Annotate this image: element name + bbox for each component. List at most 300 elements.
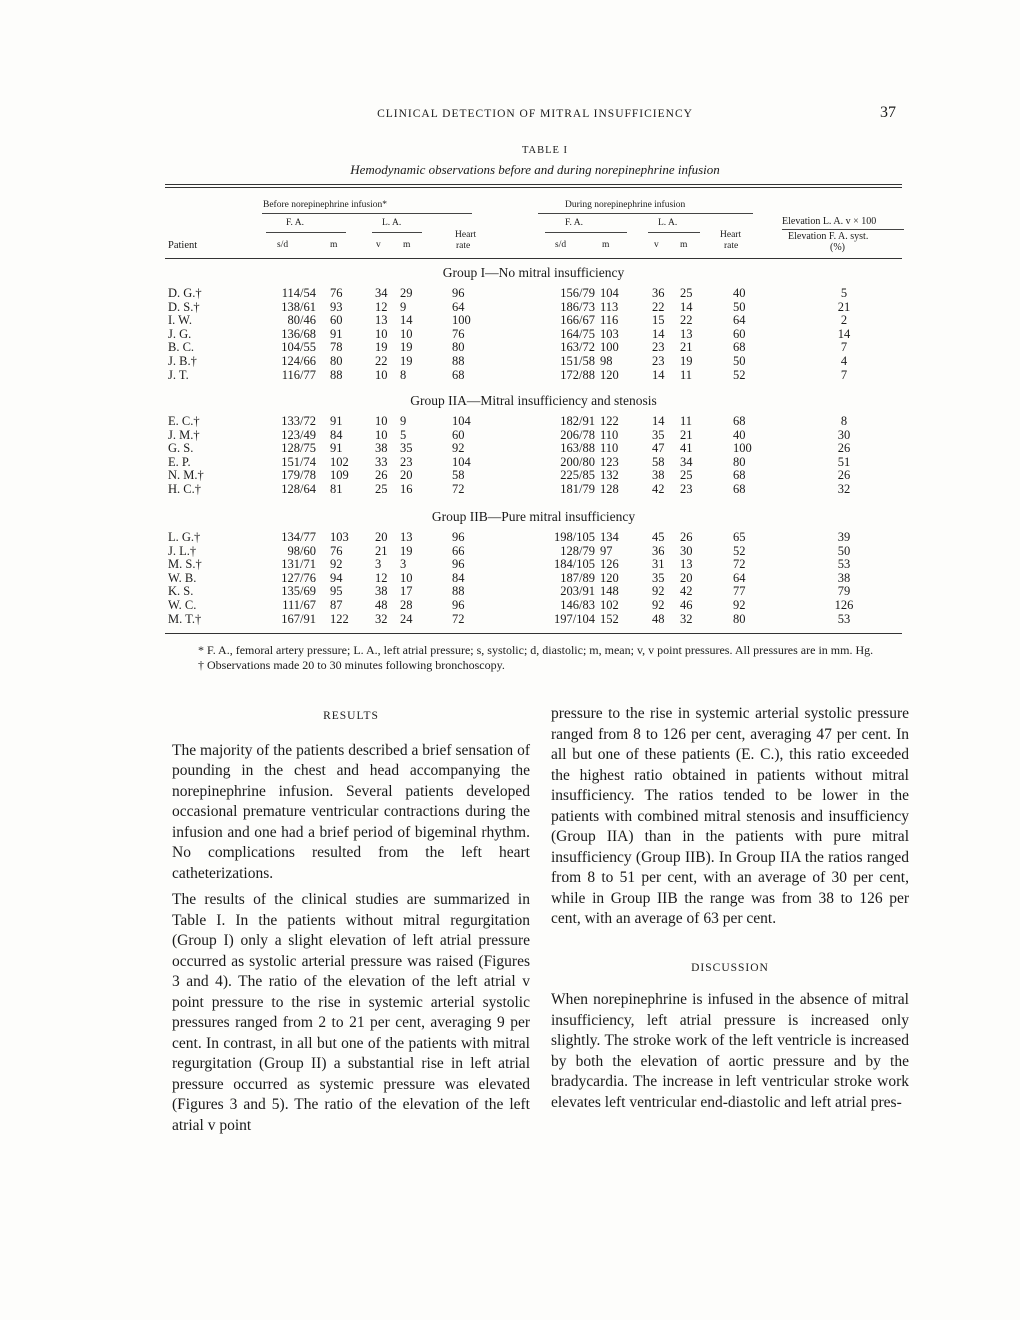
spanner-fa-before	[266, 232, 346, 233]
cell-fa-m-before: 84	[330, 427, 343, 442]
cell-heart-rate-during: 68	[733, 340, 746, 355]
cell-la-v-before: 33	[375, 454, 388, 469]
table-row	[0, 327, 1020, 341]
cell-heart-rate-during: 40	[733, 286, 746, 300]
cell-heart-rate-before: 64	[452, 299, 465, 314]
cell-fa-m-before: 103	[330, 530, 349, 544]
cell-la-v-during: 23	[652, 354, 665, 368]
cell-la-v-before: 25	[375, 482, 388, 496]
cell-la-v-before: 20	[375, 530, 388, 544]
cell-la-v-during: 42	[652, 482, 665, 496]
cell-la-m-during: 13	[680, 557, 693, 572]
cell-heart-rate-during: 68	[733, 414, 746, 428]
cell-fa-m-during: 126	[600, 557, 619, 572]
cell-patient: D. G.†	[168, 286, 202, 300]
cell-patient: M. T.†	[168, 611, 202, 626]
cell-heart-rate-before: 104	[452, 454, 471, 469]
cell-la-v-during: 92	[652, 584, 665, 599]
cell-heart-rate-during: 64	[733, 570, 746, 585]
footnote-abbreviations: * F. A., femoral artery pressure; L. A., left atrial pressure; s, systolic; d, diastolic; m, mean; v, v point pressures. All pressures are in mm. Hg.	[198, 643, 874, 657]
cell-fa-m-before: 102	[330, 454, 349, 469]
cell-fa-m-during: 152	[600, 611, 619, 626]
table-label: TABLE I	[521, 145, 569, 156]
cell-la-m-before: 10	[400, 570, 413, 585]
cell-patient: G. S.	[168, 441, 194, 456]
table-row	[0, 482, 1020, 496]
results-heading: RESULTS	[323, 710, 379, 722]
cell-fa-m-during: 98	[600, 354, 613, 368]
cell-la-v-during: 23	[652, 340, 665, 355]
cell-la-m-during: 22	[680, 313, 693, 328]
cell-fa-sd-before: 179/78	[281, 468, 316, 483]
cell-fa-m-before: 91	[330, 441, 343, 456]
cell-fa-sd-before: 131/71	[281, 557, 316, 572]
header-hr2-before: rate	[456, 241, 471, 251]
cell-fa-sd-during: 198/105	[554, 530, 595, 544]
cell-elevation-ratio: 4	[840, 354, 848, 368]
cell-fa-m-during: 102	[600, 598, 619, 612]
cell-fa-m-before: 94	[330, 570, 343, 585]
cell-fa-sd-before: 135/69	[281, 584, 316, 599]
cell-patient: W. C.	[168, 598, 197, 612]
cell-patient: E. P.	[168, 454, 191, 469]
cell-heart-rate-during: 68	[733, 482, 746, 496]
cell-la-m-before: 9	[400, 299, 407, 314]
cell-elevation-ratio: 126	[834, 598, 854, 612]
cell-la-m-before: 14	[400, 313, 413, 328]
cell-fa-sd-before: 111/67	[282, 598, 316, 612]
cell-la-m-before: 3	[400, 557, 407, 572]
cell-la-m-during: 34	[680, 454, 693, 469]
right-column	[551, 704, 909, 1113]
cell-fa-m-during: 122	[600, 414, 619, 428]
cell-fa-m-during: 120	[600, 570, 619, 585]
cell-fa-m-before: 78	[330, 340, 343, 355]
cell-heart-rate-during: 100	[733, 441, 752, 456]
header-m-la-before: m	[403, 240, 411, 250]
cell-elevation-ratio: 53	[837, 611, 851, 626]
table-row	[0, 468, 1020, 482]
cell-la-m-before: 19	[400, 340, 413, 355]
cell-patient: J. M.†	[168, 427, 200, 442]
results-paragraph-1: The majority of the patients described a brief sensation of pounding in the chest and head accompanying the norepinephrine infusion. Several patients developed occasional premature ventricular contractions during the infusion and one had a brief period of bigeminal rhythm. No complications resulted from the left heart catheterizations.	[172, 741, 530, 882]
table-row	[0, 354, 1020, 368]
spanner-la-during	[648, 232, 700, 233]
cell-la-m-before: 16	[400, 482, 413, 496]
cell-elevation-ratio: 32	[837, 482, 851, 496]
cell-la-v-before: 3	[375, 557, 382, 572]
cell-la-m-during: 21	[680, 340, 693, 355]
cell-fa-sd-before: 151/74	[281, 454, 316, 469]
cell-la-v-before: 38	[375, 584, 388, 599]
discussion-heading: DISCUSSION	[691, 961, 769, 974]
cell-fa-sd-during: 187/89	[560, 570, 595, 585]
cell-la-v-during: 14	[652, 414, 665, 428]
results-paragraph-3: pressure to the rise in systemic arterial systolic pressure ranged from 8 to 126 per cent, averaging 47 per cent. In all but one of these patients (E. C.), this ratio exceeded the highest ratio obtained in patients without mitral insufficiency. The ratios tended to be lower in the patients with combined mitral stenosis and insufficiency (Group IIA) than in the patients with pure mitral insufficiency (Group IIB). In Group IIA the ratios ranged from 8 to 51 per cent, with an average of 30 per cent, while in Group IIB the range was from 38 to 126 per cent, with an average of 63 per cent.	[551, 705, 909, 927]
cell-patient: L. G.†	[168, 530, 201, 544]
cell-fa-m-before: 60	[330, 313, 343, 328]
cell-fa-m-before: 109	[330, 468, 349, 483]
table-top-rule-double	[165, 187, 902, 188]
cell-fa-sd-during: 200/80	[560, 454, 595, 469]
cell-fa-sd-before: 134/77	[281, 530, 316, 544]
cell-heart-rate-before: 72	[452, 482, 465, 496]
cell-fa-sd-before: 104/55	[281, 340, 316, 355]
table-top-rule	[165, 184, 902, 185]
cell-la-m-during: 25	[680, 468, 693, 483]
table-row	[0, 571, 1020, 585]
cell-elevation-ratio: 38	[837, 570, 851, 585]
spanner-la-before	[372, 232, 422, 233]
cell-heart-rate-before: 92	[452, 441, 465, 456]
cell-la-v-before: 12	[375, 570, 388, 585]
cell-la-v-before: 10	[375, 414, 388, 428]
cell-la-v-before: 32	[375, 611, 388, 626]
table-row	[0, 441, 1020, 455]
header-fa-before: F. A.	[286, 218, 304, 228]
cell-elevation-ratio: 53	[837, 557, 851, 572]
cell-heart-rate-before: 104	[452, 414, 471, 428]
cell-la-m-before: 35	[400, 441, 413, 456]
cell-elevation-ratio: 26	[837, 468, 851, 483]
cell-elevation-ratio: 5	[840, 286, 848, 300]
cell-elevation-ratio: 7	[840, 367, 848, 382]
header-elev-bottom: Elevation F. A. syst.	[788, 231, 869, 242]
cell-elevation-ratio: 26	[837, 441, 851, 456]
cell-fa-m-during: 116	[600, 313, 619, 328]
table-row	[0, 340, 1020, 354]
cell-la-m-during: 25	[680, 286, 693, 300]
cell-la-m-during: 13	[680, 326, 693, 341]
cell-fa-sd-during: 225/85	[560, 468, 595, 483]
cell-heart-rate-during: 80	[733, 454, 746, 469]
cell-la-v-during: 35	[652, 570, 665, 585]
cell-patient: E. C.†	[168, 414, 200, 428]
group-title: Group I—No mitral insufficiency	[442, 265, 625, 280]
cell-fa-sd-during: 182/91	[560, 414, 595, 428]
cell-patient: B. C.	[168, 340, 195, 355]
cell-la-m-during: 32	[680, 611, 693, 626]
cell-patient: J. L.†	[168, 543, 197, 558]
cell-la-v-during: 38	[652, 468, 665, 483]
cell-la-v-before: 26	[375, 468, 388, 483]
spanner-fa-during	[545, 232, 627, 233]
cell-la-v-during: 35	[652, 427, 665, 442]
cell-fa-sd-during: 186/73	[560, 299, 595, 314]
cell-heart-rate-before: 80	[452, 340, 465, 355]
cell-heart-rate-before: 66	[452, 543, 465, 558]
cell-la-v-during: 47	[652, 441, 665, 456]
cell-fa-m-before: 91	[330, 326, 343, 341]
cell-patient: J. T.	[168, 367, 189, 382]
cell-la-v-during: 36	[652, 543, 665, 558]
cell-la-v-before: 21	[375, 543, 388, 558]
cell-la-v-during: 36	[652, 286, 665, 300]
cell-fa-m-during: 97	[600, 543, 613, 558]
cell-fa-sd-during: 203/91	[560, 584, 595, 599]
table-row	[0, 544, 1020, 558]
cell-fa-m-during: 113	[600, 299, 619, 314]
cell-fa-sd-during: 206/78	[560, 427, 595, 442]
cell-la-m-during: 21	[680, 427, 693, 442]
table-row	[0, 368, 1020, 382]
cell-fa-m-during: 134	[600, 530, 619, 544]
cell-la-v-before: 13	[375, 313, 388, 328]
cell-elevation-ratio: 50	[837, 543, 851, 558]
header-fa-during: F. A.	[565, 218, 583, 228]
table-row	[0, 612, 1020, 626]
cell-la-m-during: 14	[680, 299, 693, 314]
cell-heart-rate-before: 88	[452, 354, 465, 368]
header-la-during: L. A.	[658, 218, 678, 228]
cell-heart-rate-before: 58	[452, 468, 465, 483]
cell-heart-rate-during: 77	[733, 584, 746, 599]
cell-fa-sd-before: 124/66	[281, 354, 316, 368]
cell-la-m-before: 10	[400, 326, 413, 341]
cell-heart-rate-before: 100	[452, 313, 471, 328]
cell-fa-sd-during: 146/83	[560, 598, 595, 612]
cell-fa-sd-before: 128/75	[281, 441, 316, 456]
cell-fa-m-during: 104	[600, 286, 619, 300]
cell-fa-m-before: 122	[330, 611, 349, 626]
cell-la-m-during: 46	[680, 598, 693, 612]
header-elev-top: Elevation L. A. v × 100	[782, 216, 877, 227]
table-row	[0, 414, 1020, 428]
results-paragraph-2: The results of the clinical studies are summarized in Table I. In the patients without mitral regurgitation (Group I) only a slight elevation of left atrial pressure occurred as systolic arterial pressure was raised (Figures 3 and 4). The ratio of the elevation of the left atrial v point pressure to the rise in systemic arterial systolic pressures ranged from 2 to 21 per cent, averaging 9 per cent. In contrast, in all but one of the patients with mitral regurgitation (Group II) a substantial rise in left atrial pressure occurred as systemic pressure was elevated (Figures 3 and 5). The ratio of the elevation of the left atrial v point	[172, 891, 530, 1134]
header-hr1-before: Heart	[455, 230, 477, 240]
header-elev-pct: (%)	[830, 242, 845, 253]
cell-heart-rate-during: 40	[733, 427, 746, 442]
cell-la-m-before: 9	[400, 414, 407, 428]
group-title: Group IIB—Pure mitral insufficiency	[431, 509, 636, 524]
cell-heart-rate-before: 96	[452, 530, 465, 544]
cell-fa-sd-before: 114/54	[281, 286, 316, 300]
cell-la-m-before: 13	[400, 530, 413, 544]
cell-heart-rate-before: 96	[452, 557, 465, 572]
header-v-before: v	[376, 240, 381, 250]
table-row	[0, 598, 1020, 612]
table-footnotes	[170, 643, 910, 673]
cell-la-v-during: 14	[652, 326, 665, 341]
cell-la-m-before: 19	[400, 543, 413, 558]
cell-heart-rate-during: 72	[733, 557, 746, 572]
cell-la-v-during: 58	[652, 454, 665, 469]
cell-heart-rate-during: 68	[733, 468, 746, 483]
cell-fa-m-before: 81	[330, 482, 343, 496]
cell-la-m-during: 30	[680, 543, 693, 558]
cell-fa-m-before: 76	[330, 286, 343, 300]
spanner-during	[538, 213, 753, 214]
cell-elevation-ratio: 7	[840, 340, 848, 355]
cell-heart-rate-before: 68	[452, 367, 465, 382]
discussion-paragraph-1: When norepinephrine is infused in the absence of mitral insufficiency, left atrial pressure is increased only slightly. The stroke work of the left ventricle is increased by both the elevation of aortic pressure and by the bradycardia. The increase in left ventricular stroke work elevates left ventricular end-diastolic and left atrial pres-	[551, 991, 909, 1111]
cell-la-m-before: 17	[400, 584, 413, 599]
cell-elevation-ratio: 30	[837, 427, 851, 442]
cell-fa-sd-before: 133/72	[281, 414, 316, 428]
cell-fa-m-before: 95	[330, 584, 343, 599]
cell-la-m-before: 28	[400, 598, 413, 612]
cell-fa-sd-during: 128/79	[560, 543, 595, 558]
cell-heart-rate-during: 65	[733, 530, 746, 544]
header-hr2-during: rate	[724, 241, 739, 251]
elev-fraction-bar	[782, 229, 904, 230]
cell-fa-sd-during: 164/75	[560, 326, 595, 341]
cell-la-m-before: 29	[400, 286, 413, 300]
cell-la-m-before: 8	[400, 367, 407, 382]
cell-heart-rate-during: 60	[733, 326, 746, 341]
page-number: 37	[880, 104, 896, 121]
cell-fa-m-during: 110	[600, 427, 619, 442]
cell-patient: N. M.†	[168, 468, 204, 483]
cell-la-v-before: 38	[375, 441, 388, 456]
header-m-fa-before: m	[330, 240, 338, 250]
cell-patient: W. B.	[168, 570, 197, 585]
cell-heart-rate-during: 64	[733, 313, 746, 328]
cell-fa-m-during: 128	[600, 482, 619, 496]
cell-la-v-before: 34	[375, 286, 388, 300]
cell-fa-sd-during: 156/79	[560, 286, 595, 300]
cell-la-m-during: 23	[680, 482, 693, 496]
table-bottom-rule	[165, 633, 902, 634]
cell-la-v-during: 14	[652, 367, 665, 382]
cell-elevation-ratio: 21	[837, 299, 851, 314]
cell-heart-rate-during: 80	[733, 611, 746, 626]
cell-heart-rate-before: 76	[452, 326, 465, 341]
cell-patient: K. S.	[168, 584, 194, 599]
cell-la-m-during: 26	[680, 530, 693, 544]
footnote-bronchoscopy: † Observations made 20 to 30 minutes following bronchoscopy.	[198, 658, 505, 672]
table-row	[0, 530, 1020, 544]
cell-la-m-during: 41	[680, 441, 693, 456]
cell-heart-rate-before: 88	[452, 584, 465, 599]
cell-fa-sd-before: 138/61	[281, 299, 316, 314]
spanner-before	[262, 213, 472, 214]
cell-fa-m-before: 92	[330, 557, 343, 572]
cell-fa-sd-during: 181/79	[560, 482, 595, 496]
cell-heart-rate-during: 92	[733, 598, 746, 612]
table-row	[0, 584, 1020, 598]
cell-fa-m-before: 80	[330, 354, 343, 368]
cell-fa-m-before: 87	[330, 598, 343, 612]
cell-la-v-before: 10	[375, 367, 388, 382]
header-sd-during: s/d	[555, 240, 567, 250]
cell-heart-rate-during: 52	[733, 367, 746, 382]
cell-fa-sd-before: 127/76	[281, 570, 316, 585]
table-row	[0, 428, 1020, 442]
cell-patient: J. G.	[168, 326, 192, 341]
cell-fa-m-during: 103	[600, 326, 619, 341]
cell-fa-m-during: 123	[600, 454, 619, 469]
table-row	[0, 286, 1020, 300]
cell-la-m-before: 23	[400, 454, 413, 469]
cell-heart-rate-before: 72	[452, 611, 465, 626]
header-during: During norepinephrine infusion	[565, 200, 686, 210]
cell-fa-sd-during: 197/104	[554, 611, 595, 626]
cell-la-m-during: 11	[680, 367, 693, 382]
cell-fa-sd-before: 123/49	[281, 427, 316, 442]
cell-fa-sd-before: 136/68	[281, 326, 316, 341]
cell-elevation-ratio: 51	[837, 454, 851, 469]
cell-la-v-before: 48	[375, 598, 388, 612]
table-row	[0, 455, 1020, 469]
cell-heart-rate-before: 96	[452, 598, 465, 612]
cell-elevation-ratio: 2	[840, 313, 848, 328]
header-patient: Patient	[168, 240, 198, 251]
cell-patient: I. W.	[168, 313, 192, 328]
header-m-fa-during: m	[602, 240, 610, 250]
cell-la-v-during: 48	[652, 611, 665, 626]
header-la-before: L. A.	[382, 218, 402, 228]
cell-fa-sd-during: 163/72	[560, 340, 595, 355]
header-before: Before norepinephrine infusion*	[263, 200, 387, 210]
table-header-rule	[165, 258, 902, 259]
cell-fa-sd-during: 166/67	[560, 313, 595, 328]
header-sd-before: s/d	[277, 240, 289, 250]
cell-la-v-during: 31	[652, 557, 665, 572]
cell-la-v-before: 10	[375, 427, 388, 442]
cell-heart-rate-during: 52	[733, 543, 746, 558]
cell-fa-m-during: 148	[600, 584, 619, 599]
cell-fa-sd-during: 172/88	[560, 367, 595, 382]
cell-fa-sd-during: 163/88	[560, 441, 595, 456]
cell-la-m-before: 20	[400, 468, 413, 483]
cell-fa-sd-before: 80/46	[287, 313, 316, 328]
cell-fa-sd-before: 116/77	[281, 367, 316, 382]
cell-la-m-during: 19	[680, 354, 693, 368]
cell-la-m-during: 42	[680, 584, 693, 599]
table-row	[0, 300, 1020, 314]
cell-fa-m-during: 132	[600, 468, 619, 483]
cell-heart-rate-before: 84	[452, 570, 465, 585]
cell-la-v-during: 92	[652, 598, 665, 612]
cell-heart-rate-before: 60	[452, 427, 465, 442]
cell-fa-m-before: 76	[330, 543, 343, 558]
cell-patient: H. C.†	[168, 482, 201, 496]
cell-fa-m-during: 110	[600, 441, 619, 456]
cell-la-v-during: 15	[652, 313, 665, 328]
table-row	[0, 557, 1020, 571]
cell-patient: D. S.†	[168, 299, 200, 314]
header-hr1-during: Heart	[720, 230, 742, 240]
cell-fa-m-before: 91	[330, 414, 343, 428]
table-row	[0, 313, 1020, 327]
table-caption: Hemodynamic observations before and during norepinephrine infusion	[350, 162, 720, 177]
running-title: CLINICAL DETECTION OF MITRAL INSUFFICIENCY	[377, 108, 693, 120]
cell-patient: J. B.†	[168, 354, 197, 368]
cell-fa-sd-before: 128/64	[281, 482, 316, 496]
cell-fa-sd-during: 151/58	[560, 354, 595, 368]
cell-heart-rate-during: 50	[733, 299, 746, 314]
cell-elevation-ratio: 39	[837, 530, 851, 544]
cell-la-m-during: 20	[680, 570, 693, 585]
cell-la-v-before: 22	[375, 354, 388, 368]
cell-heart-rate-during: 50	[733, 354, 746, 368]
cell-fa-m-before: 93	[330, 299, 343, 314]
header-v-during: v	[654, 240, 659, 250]
cell-la-v-during: 22	[652, 299, 665, 314]
cell-elevation-ratio: 8	[840, 414, 848, 428]
cell-fa-sd-before: 167/91	[281, 611, 316, 626]
cell-la-m-during: 11	[680, 414, 693, 428]
cell-fa-m-before: 88	[330, 367, 343, 382]
cell-la-v-before: 10	[375, 326, 388, 341]
header-m-la-during: m	[680, 240, 688, 250]
group-title: Group IIA—Mitral insufficiency and stenosis	[410, 393, 657, 408]
left-column	[172, 706, 530, 1136]
cell-fa-sd-during: 184/105	[554, 557, 595, 572]
cell-la-m-before: 24	[400, 611, 413, 626]
cell-la-v-before: 12	[375, 299, 388, 314]
